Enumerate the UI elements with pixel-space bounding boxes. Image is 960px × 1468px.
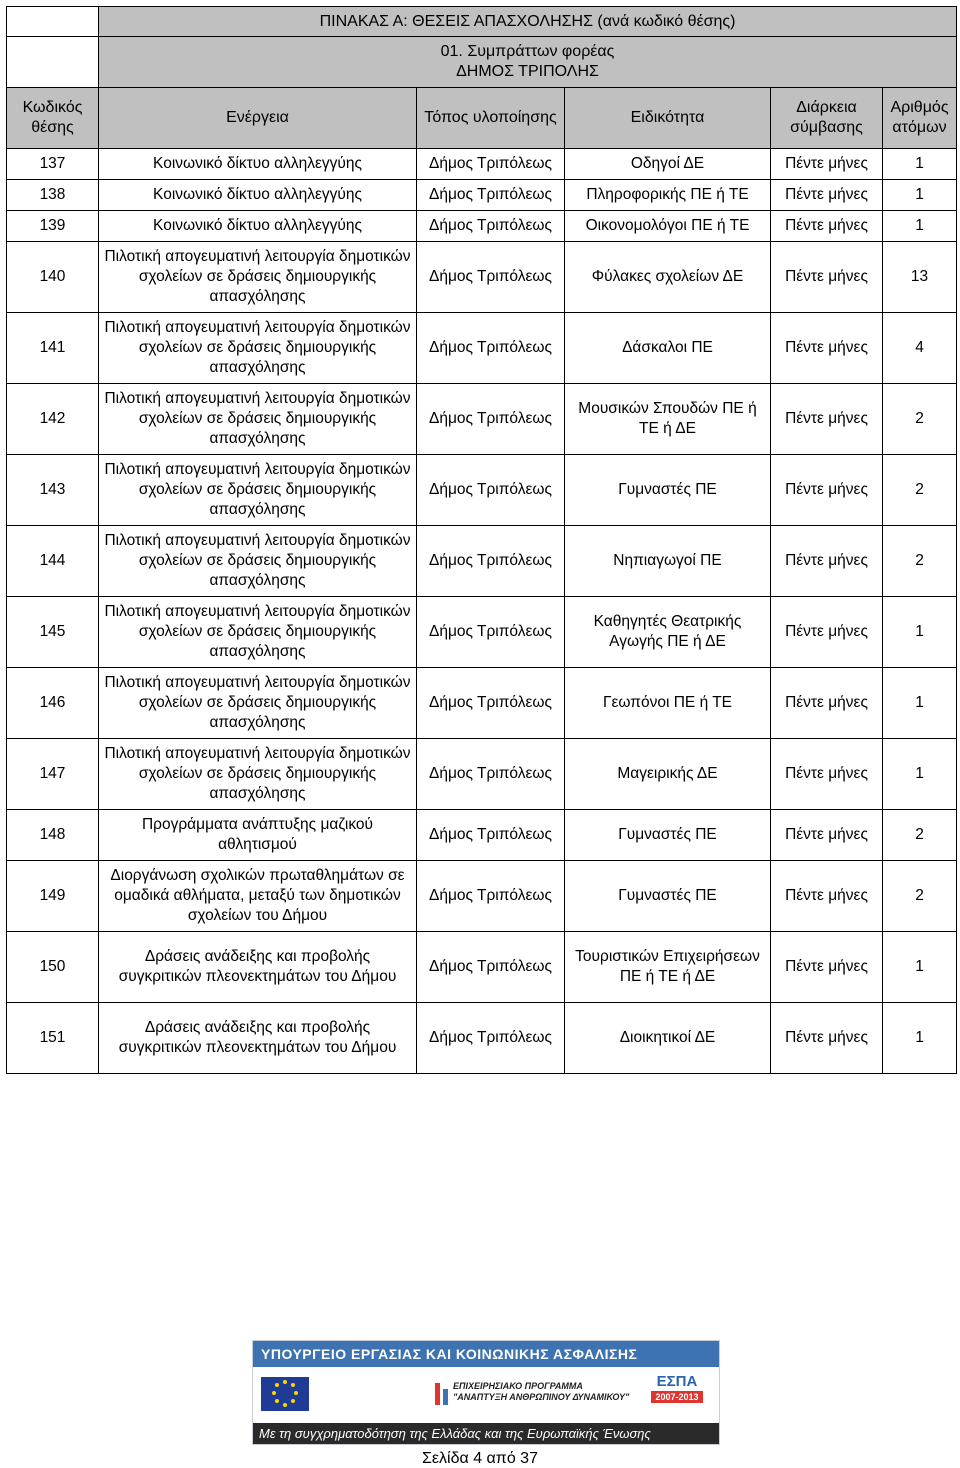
column-header-count: Αριθμός ατόμων: [883, 88, 957, 149]
table-row: [7, 597, 957, 668]
duration-cell: Πέντε μήνες: [771, 211, 883, 242]
duration-cell: Πέντε μήνες: [771, 810, 883, 861]
duration-cell: Πέντε μήνες: [771, 455, 883, 526]
espa-years: 2007-2013: [651, 1391, 703, 1403]
count-cell: 2: [883, 455, 957, 526]
duration-cell: Πέντε μήνες: [771, 149, 883, 180]
specialty-cell: Γυμναστές ΠΕ: [565, 810, 771, 861]
specialty-cell: Μουσικών Σπουδών ΠΕ ή ΤΕ ή ΔΕ: [565, 384, 771, 455]
specialty-cell: Τουριστικών Επιχειρήσεων ΠΕ ή ΤΕ ή ΔΕ: [565, 932, 771, 1003]
place-cell: Δήμος Τριπόλεως: [417, 1003, 565, 1074]
duration-cell: Πέντε μήνες: [771, 739, 883, 810]
place-cell: Δήμος Τριπόλεως: [417, 242, 565, 313]
place-cell: Δήμος Τριπόλεως: [417, 455, 565, 526]
action-cell: Κοινωνικό δίκτυο αλληλεγγύης: [99, 149, 417, 180]
action-cell: Πιλοτική απογευματινή λειτουργία δημοτικών σχολείων σε δράσεις δημιουργικής απασχόλησης: [99, 384, 417, 455]
code-cell: 139: [7, 211, 99, 242]
count-cell: 13: [883, 242, 957, 313]
programme-text: [453, 1381, 629, 1403]
partner-label: 01. Συμπράττων φορέας: [440, 43, 615, 60]
table-row: [7, 384, 957, 455]
table-title: ΠΙΝΑΚΑΣ Α: ΘΕΣΕΙΣ ΑΠΑΣΧΟΛΗΣΗΣ (ανά κωδικό θέσης): [99, 7, 957, 37]
table-row: [7, 668, 957, 739]
header-spacer: [7, 7, 99, 37]
code-cell: 148: [7, 810, 99, 861]
table-row: [7, 1003, 957, 1074]
code-cell: 146: [7, 668, 99, 739]
positions-table: [6, 6, 957, 1074]
specialty-cell: Διοικητικοί ΔΕ: [565, 1003, 771, 1074]
eu-flag-icon: [261, 1377, 309, 1411]
column-header-specialty: Ειδικότητα: [565, 88, 771, 149]
count-cell: 1: [883, 739, 957, 810]
specialty-cell: Δάσκαλοι ΠΕ: [565, 313, 771, 384]
action-cell: Πιλοτική απογευματινή λειτουργία δημοτικών σχολείων σε δράσεις δημιουργικής απασχόλησης: [99, 242, 417, 313]
table-body: [7, 149, 957, 1074]
place-cell: Δήμος Τριπόλεως: [417, 180, 565, 211]
duration-cell: Πέντε μήνες: [771, 526, 883, 597]
duration-cell: Πέντε μήνες: [771, 1003, 883, 1074]
code-cell: 142: [7, 384, 99, 455]
code-cell: 144: [7, 526, 99, 597]
duration-cell: Πέντε μήνες: [771, 861, 883, 932]
action-cell: Διοργάνωση σχολικών πρωταθλημάτων σε ομαδικά αθλήματα, μεταξύ των δημοτικών σχολείων του Δήμου: [99, 861, 417, 932]
place-cell: Δήμος Τριπόλεως: [417, 597, 565, 668]
action-cell: Κοινωνικό δίκτυο αλληλεγγύης: [99, 211, 417, 242]
espa-title: ΕΣΠΑ: [656, 1373, 698, 1390]
specialty-cell: Νηπιαγωγοί ΠΕ: [565, 526, 771, 597]
specialty-cell: Καθηγητές Θεατρικής Αγωγής ΠΕ ή ΔΕ: [565, 597, 771, 668]
place-cell: Δήμος Τριπόλεως: [417, 526, 565, 597]
table-row: [7, 861, 957, 932]
table-row: [7, 242, 957, 313]
code-cell: 150: [7, 932, 99, 1003]
header-spacer: [7, 37, 99, 88]
partner-heading: [99, 37, 957, 88]
count-cell: 2: [883, 384, 957, 455]
action-cell: Κοινωνικό δίκτυο αλληλεγγύης: [99, 180, 417, 211]
specialty-cell: Πληροφορικής ΠΕ ή ΤΕ: [565, 180, 771, 211]
action-cell: Δράσεις ανάδειξης και προβολής συγκριτικών πλεονεκτημάτων του Δήμου: [99, 1003, 417, 1074]
code-cell: 143: [7, 455, 99, 526]
column-header-action: Ενέργεια: [99, 88, 417, 149]
place-cell: Δήμος Τριπόλεως: [417, 739, 565, 810]
specialty-cell: Μαγειρικής ΔΕ: [565, 739, 771, 810]
duration-cell: Πέντε μήνες: [771, 242, 883, 313]
table-row: [7, 932, 957, 1003]
table-row: [7, 455, 957, 526]
action-cell: Πιλοτική απογευματινή λειτουργία δημοτικών σχολείων σε δράσεις δημιουργικής απασχόλησης: [99, 739, 417, 810]
table-row: [7, 180, 957, 211]
column-header-code: Κωδικός θέσης: [7, 88, 99, 149]
count-cell: 1: [883, 211, 957, 242]
espa-logo: [641, 1373, 713, 1417]
count-cell: 1: [883, 597, 957, 668]
action-cell: Πιλοτική απογευματινή λειτουργία δημοτικών σχολείων σε δράσεις δημιουργικής απασχόλησης: [99, 313, 417, 384]
action-cell: Πιλοτική απογευματινή λειτουργία δημοτικών σχολείων σε δράσεις δημιουργικής απασχόλησης: [99, 668, 417, 739]
action-cell: Πιλοτική απογευματινή λειτουργία δημοτικών σχολείων σε δράσεις δημιουργικής απασχόλησης: [99, 455, 417, 526]
action-cell: Δράσεις ανάδειξης και προβολής συγκριτικών πλεονεκτημάτων του Δήμου: [99, 932, 417, 1003]
code-cell: 149: [7, 861, 99, 932]
count-cell: 1: [883, 1003, 957, 1074]
count-cell: 1: [883, 668, 957, 739]
duration-cell: Πέντε μήνες: [771, 597, 883, 668]
programme-line-1: ΕΠΙΧΕΙΡΗΣΙΑΚΟ ΠΡΟΓΡΑΜΜΑ: [453, 1381, 583, 1391]
specialty-cell: Γυμναστές ΠΕ: [565, 455, 771, 526]
place-cell: Δήμος Τριπόλεως: [417, 810, 565, 861]
count-cell: 1: [883, 180, 957, 211]
logo-strip: [253, 1367, 719, 1423]
count-cell: 2: [883, 861, 957, 932]
code-cell: 138: [7, 180, 99, 211]
action-cell: Πιλοτική απογευματινή λειτουργία δημοτικών σχολείων σε δράσεις δημιουργικής απασχόλησης: [99, 526, 417, 597]
cofunding-caption: Με τη συγχρηματοδότηση της Ελλάδας και της Ευρωπαϊκής Ένωσης: [253, 1423, 719, 1444]
specialty-cell: Οδηγοί ΔΕ: [565, 149, 771, 180]
duration-cell: Πέντε μήνες: [771, 932, 883, 1003]
count-cell: 2: [883, 810, 957, 861]
specialty-cell: Γυμναστές ΠΕ: [565, 861, 771, 932]
place-cell: Δήμος Τριπόλεως: [417, 313, 565, 384]
count-cell: 4: [883, 313, 957, 384]
table-row: [7, 739, 957, 810]
duration-cell: Πέντε μήνες: [771, 180, 883, 211]
page-number: Σελίδα 4 από 37: [422, 1450, 538, 1467]
column-header-place: Τόπος υλοποίησης: [417, 88, 565, 149]
place-cell: Δήμος Τριπόλεως: [417, 668, 565, 739]
table-row: [7, 810, 957, 861]
table-row: [7, 526, 957, 597]
code-cell: 140: [7, 242, 99, 313]
column-header-duration: Διάρκεια σύμβασης: [771, 88, 883, 149]
municipality-label: ΔΗΜΟΣ ΤΡΙΠΟΛΗΣ: [456, 63, 599, 80]
place-cell: Δήμος Τριπόλεως: [417, 149, 565, 180]
specialty-cell: Γεωπόνοι ΠΕ ή ΤΕ: [565, 668, 771, 739]
table-row: [7, 149, 957, 180]
code-cell: 151: [7, 1003, 99, 1074]
place-cell: Δήμος Τριπόλεως: [417, 861, 565, 932]
table-row: [7, 211, 957, 242]
place-cell: Δήμος Τριπόλεως: [417, 384, 565, 455]
code-cell: 147: [7, 739, 99, 810]
specialty-cell: Οικονομολόγοι ΠΕ ή ΤΕ: [565, 211, 771, 242]
action-cell: Προγράμματα ανάπτυξης μαζικού αθλητισμού: [99, 810, 417, 861]
count-cell: 1: [883, 932, 957, 1003]
code-cell: 137: [7, 149, 99, 180]
duration-cell: Πέντε μήνες: [771, 384, 883, 455]
code-cell: 145: [7, 597, 99, 668]
duration-cell: Πέντε μήνες: [771, 668, 883, 739]
count-cell: 1: [883, 149, 957, 180]
cofunding-logo-banner: [252, 1340, 720, 1445]
code-cell: 141: [7, 313, 99, 384]
action-cell: Πιλοτική απογευματινή λειτουργία δημοτικών σχολείων σε δράσεις δημιουργικής απασχόλησης: [99, 597, 417, 668]
duration-cell: Πέντε μήνες: [771, 313, 883, 384]
programme-mark-icon: [433, 1381, 451, 1407]
place-cell: Δήμος Τριπόλεως: [417, 932, 565, 1003]
place-cell: Δήμος Τριπόλεως: [417, 211, 565, 242]
count-cell: 2: [883, 526, 957, 597]
ministry-banner: ΥΠΟΥΡΓΕΙΟ ΕΡΓΑΣΙΑΣ ΚΑΙ ΚΟΙΝΩΝΙΚΗΣ ΑΣΦΑΛΙΣΗΣ: [253, 1341, 719, 1367]
programme-line-2: "ΑΝΑΠΤΥΞΗ ΑΝΘΡΩΠΙΝΟΥ ΔΥΝΑΜΙΚΟΥ": [453, 1392, 630, 1402]
specialty-cell: Φύλακες σχολείων ΔΕ: [565, 242, 771, 313]
table-row: [7, 313, 957, 384]
